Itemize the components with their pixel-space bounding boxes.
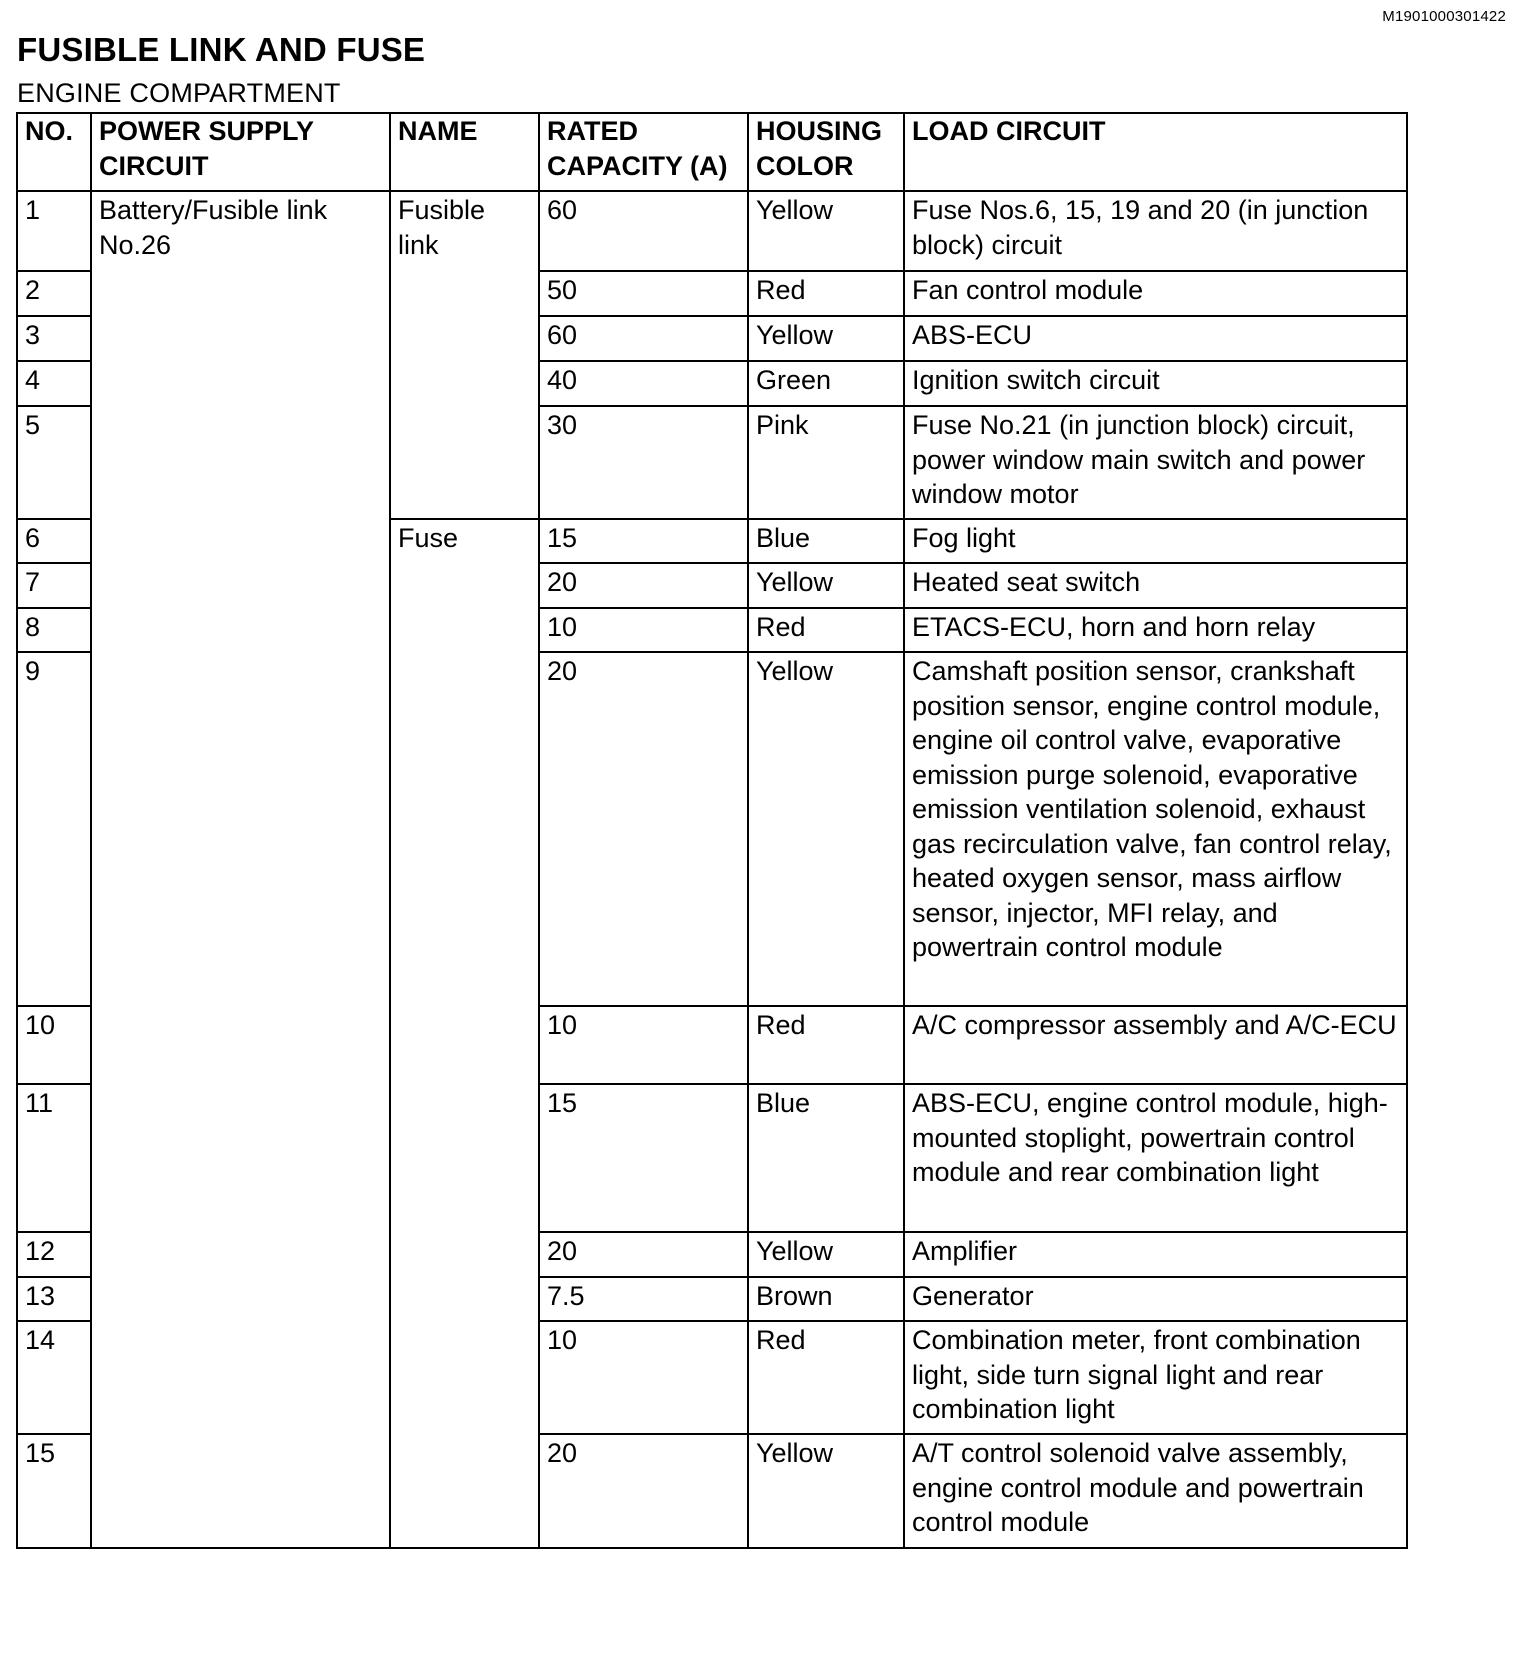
cell-name-fusible-link: Fusible link xyxy=(390,191,539,519)
cell-color: Red xyxy=(748,1321,904,1434)
cell-load: Fuse No.21 (in junction block) circuit, power window main switch and power window motor xyxy=(904,406,1407,519)
page-subtitle: ENGINE COMPARTMENT xyxy=(17,78,341,108)
cell-load: Combination meter, front combination light, side turn signal light and rear combination light xyxy=(904,1321,1407,1434)
cell-load: ABS-ECU, engine control module, high-mounted stoplight, powertrain control module and rear combination light xyxy=(904,1084,1407,1232)
cell-load: Camshaft position sensor, crankshaft position sensor, engine control module, engine oil control valve, evaporative emission purge solenoid, evaporative emission ventilation solenoid, exhaust gas recirculation valve, fan control relay, heated oxygen sensor, mass airflow sensor, injector, MFI relay, and powertrain control module xyxy=(904,652,1407,1006)
cell-rated: 20 xyxy=(539,652,748,1006)
cell-load: Amplifier xyxy=(904,1232,1407,1277)
cell-color: Yellow xyxy=(748,652,904,1006)
cell-color: Yellow xyxy=(748,191,904,271)
cell-power-supply-circuit: Battery/Fusible link No.26 xyxy=(91,191,390,1548)
cell-no: 3 xyxy=(17,316,91,361)
cell-no: 6 xyxy=(17,519,91,563)
cell-rated: 15 xyxy=(539,519,748,563)
cell-rated: 7.5 xyxy=(539,1277,748,1321)
cell-rated: 60 xyxy=(539,191,748,271)
cell-color: Red xyxy=(748,608,904,652)
document-id: M1901000301422 xyxy=(1382,8,1506,25)
header-housing-color: HOUSING COLOR xyxy=(748,113,904,191)
header-power-supply-circuit: POWER SUPPLY CIRCUIT xyxy=(91,113,390,191)
header-load-circuit: LOAD CIRCUIT xyxy=(904,113,1407,191)
cell-load: Fan control module xyxy=(904,271,1407,316)
cell-color: Green xyxy=(748,361,904,406)
cell-no: 12 xyxy=(17,1232,91,1277)
cell-no: 2 xyxy=(17,271,91,316)
cell-rated: 40 xyxy=(539,361,748,406)
cell-no: 7 xyxy=(17,563,91,608)
cell-rated: 10 xyxy=(539,1006,748,1084)
cell-rated: 30 xyxy=(539,406,748,519)
cell-no: 15 xyxy=(17,1434,91,1548)
page-title: FUSIBLE LINK AND FUSE xyxy=(17,31,426,68)
header-name: NAME xyxy=(390,113,539,191)
cell-rated: 60 xyxy=(539,316,748,361)
cell-load: Heated seat switch xyxy=(904,563,1407,608)
fuse-table xyxy=(16,112,1408,1549)
cell-rated: 50 xyxy=(539,271,748,316)
cell-color: Red xyxy=(748,271,904,316)
cell-color: Yellow xyxy=(748,316,904,361)
cell-no: 10 xyxy=(17,1006,91,1084)
cell-color: Brown xyxy=(748,1277,904,1321)
cell-no: 4 xyxy=(17,361,91,406)
cell-rated: 10 xyxy=(539,608,748,652)
cell-no: 8 xyxy=(17,608,91,652)
cell-color: Yellow xyxy=(748,563,904,608)
cell-rated: 20 xyxy=(539,1232,748,1277)
cell-no: 5 xyxy=(17,406,91,519)
cell-load: Ignition switch circuit xyxy=(904,361,1407,406)
cell-load: A/C compressor assembly and A/C-ECU xyxy=(904,1006,1407,1084)
cell-color: Yellow xyxy=(748,1434,904,1548)
cell-load: Fuse Nos.6, 15, 19 and 20 (in junction block) circuit xyxy=(904,191,1407,271)
cell-no: 9 xyxy=(17,652,91,1006)
cell-color: Pink xyxy=(748,406,904,519)
cell-rated: 10 xyxy=(539,1321,748,1434)
cell-rated: 20 xyxy=(539,1434,748,1548)
cell-load: Generator xyxy=(904,1277,1407,1321)
cell-load: ABS-ECU xyxy=(904,316,1407,361)
table-row xyxy=(17,191,1407,271)
header-rated-capacity: RATED CAPACITY (A) xyxy=(539,113,748,191)
table-header-row xyxy=(17,113,1407,191)
cell-name-fuse: Fuse xyxy=(390,519,539,1548)
cell-load: A/T control solenoid valve assembly, engine control module and powertrain control module xyxy=(904,1434,1407,1548)
cell-color: Red xyxy=(748,1006,904,1084)
cell-color: Blue xyxy=(748,519,904,563)
cell-load: Fog light xyxy=(904,519,1407,563)
cell-no: 14 xyxy=(17,1321,91,1434)
cell-color: Yellow xyxy=(748,1232,904,1277)
header-no: NO. xyxy=(17,113,91,191)
cell-no: 1 xyxy=(17,191,91,271)
cell-rated: 15 xyxy=(539,1084,748,1232)
cell-no: 13 xyxy=(17,1277,91,1321)
cell-load: ETACS-ECU, horn and horn relay xyxy=(904,608,1407,652)
cell-no: 11 xyxy=(17,1084,91,1232)
cell-color: Blue xyxy=(748,1084,904,1232)
cell-rated: 20 xyxy=(539,563,748,608)
